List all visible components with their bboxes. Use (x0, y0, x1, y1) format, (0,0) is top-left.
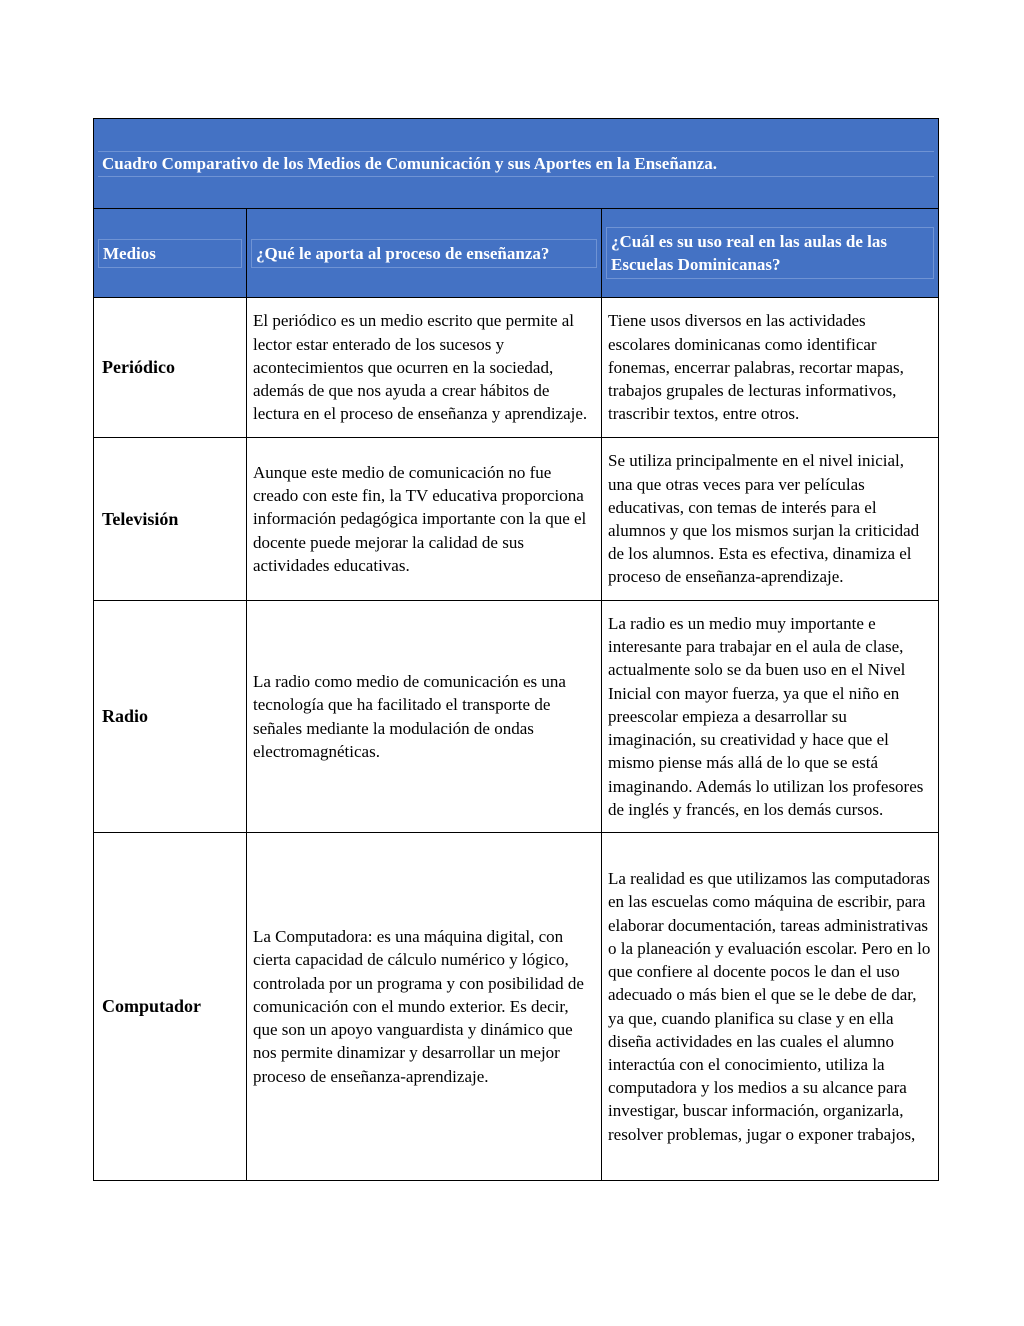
uso-cell: La realidad es que utilizamos las computadoras en las escuelas como máquina de escribir, para elaborar documentación, tareas administrativas o la planeación y evaluación escolar. Pero en lo que confiere al docente pocos le dan el uso adecuado o más bien el que se le debe de dar, ya que, cuando planifica su clase y en ella diseña actividades en las cuales el alumno interactúa con el conocimiento, utiliza la computadora y los medios a su alcance para investigar, buscar información, organizarla, resolver problemas, jugar o exponer trabajos, (602, 833, 939, 1181)
title-cell (94, 119, 939, 209)
header-uso (602, 209, 939, 298)
header-uso-label: ¿Cuál es su uso real en las aulas de las Escuelas Dominicanas? (606, 227, 934, 279)
aporta-cell: La Computadora: es una máquina digital, con cierta capacidad de cálculo numérico y lógico, controlada por un programa y con posibilidad de comunicación con el mundo exterior. Es decir, que son un apoyo vanguardista y dinámico que nos permite dinamizar y desarrollar un mejor proceso de enseñanza-aprendizaje. (247, 833, 602, 1181)
table-row (94, 298, 939, 438)
aporta-cell: El periódico es un medio escrito que permite al lector estar enterado de los sucesos y acontecimientos que ocurren en la sociedad, además de que nos ayuda a crear hábitos de lectura en el proceso de enseñanza y aprendizaje. (247, 298, 602, 438)
aporta-cell: La radio como medio de comunicación es una tecnología que ha facilitado el transporte de señales mediante la modulación de ondas electromagnéticas. (247, 601, 602, 833)
table-row (94, 833, 939, 1181)
medio-cell: Televisión (94, 438, 247, 601)
header-medios-label: Medios (98, 239, 242, 268)
comparison-table (93, 118, 939, 1181)
uso-cell: Tiene usos diversos en las actividades escolares dominicanas como identificar fonemas, encerrar palabras, recortar mapas, trabajos grupales de lecturas informativos, trascribir textos, entre otros. (602, 298, 939, 438)
table-row (94, 601, 939, 833)
header-medios (94, 209, 247, 298)
medio-cell: Computador (94, 833, 247, 1181)
medio-cell: Periódico (94, 298, 247, 438)
medio-cell: Radio (94, 601, 247, 833)
header-aporta (247, 209, 602, 298)
aporta-cell: Aunque este medio de comunicación no fue creado con este fin, la TV educativa proporciona información pedagógica importante con la que el docente puede mejorar la calidad de sus actividades educativas. (247, 438, 602, 601)
table-title: Cuadro Comparativo de los Medios de Comunicación y sus Aportes en la Enseñanza. (98, 151, 934, 177)
header-aporta-label: ¿Qué le aporta al proceso de enseñanza? (251, 239, 597, 268)
title-row (94, 119, 939, 209)
table-row (94, 438, 939, 601)
uso-cell: La radio es un medio muy importante e interesante para trabajar en el aula de clase, actualmente solo se da buen uso en el Nivel Inicial con mayor fuerza, ya que el niño en preescolar empieza a desarrollar su imaginación, su creatividad y hace que el mismo piense más allá de lo que se está imaginando. Además lo utilizan los profesores de inglés y francés, en los demás cursos. (602, 601, 939, 833)
header-row (94, 209, 939, 298)
uso-cell: Se utiliza principalmente en el nivel inicial, una que otras veces para ver películas educativas, con temas de interés para el alumnos y que los mismos surjan la criticidad de los alumnos. Esta es efectiva, dinamiza el proceso de enseñanza-aprendizaje. (602, 438, 939, 601)
